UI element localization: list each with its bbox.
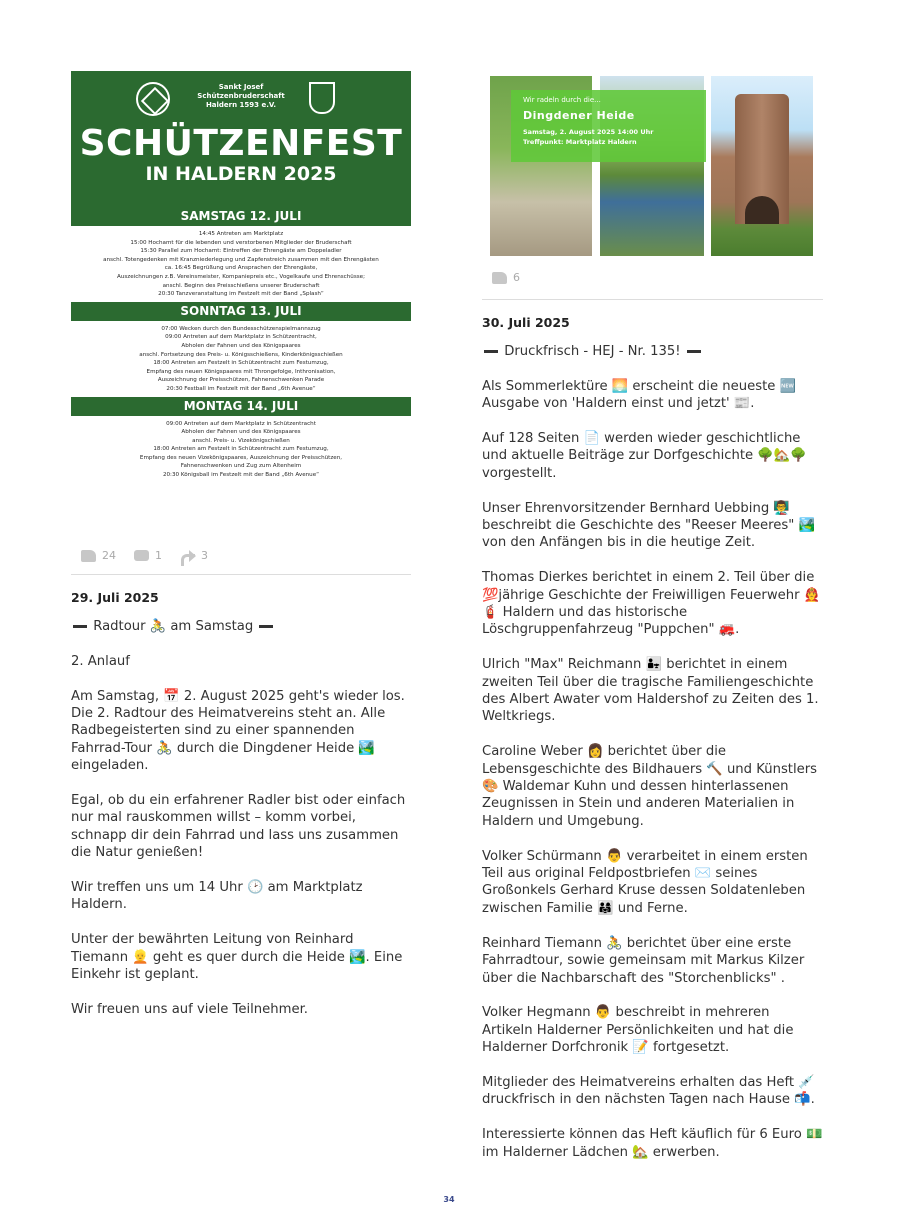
schedule-line: Auszeichnungen z.B. Vereinsmeister, Kompaniepreis etc., Vogelkaufe und Ehrenschüsse; [116, 273, 365, 280]
schedule-line: Empfang des neuen Königspaares mit Throngefolge, Inthronisation, [146, 368, 336, 375]
schedule-line: anschl. Beginn des Preisschießens unserer Bruderschaft [162, 282, 320, 289]
share-button[interactable] [180, 549, 208, 562]
poster-day-monday: MONTAG 14. JULI [71, 397, 411, 416]
thumbs-up-icon [81, 550, 96, 562]
post-reactions [482, 256, 823, 300]
schedule-line: 20:30 Tanzveranstaltung im Festzelt mit der Band „Splash“ [158, 291, 324, 298]
post-paragraph: Unser Ehrenvorsitzender Bernhard Uebbing 👨‍🏫 beschreibt die Geschichte des "Reeser Meeres" 🏞️ von den Anfängen bis in die heutige Zeit. [482, 500, 815, 551]
dash-icon [484, 350, 498, 353]
schedule-line: anschl. Preis- u. Vizekönigschießen [192, 437, 290, 444]
like-button[interactable] [81, 549, 116, 562]
schedule-line: 20:30 Königsball im Festzelt mit der Band „6th Avenue“ [162, 472, 320, 479]
poster-subtitle: IN HALDERN 2025 [145, 163, 337, 185]
schedule-line: 18:00 Antreten am Festzelt in Schützentracht zum Festumzug, [153, 446, 329, 453]
poster-title: SCHÜTZENFEST [79, 123, 403, 164]
schedule-line: Auszeichnung der Preisschützen, Fahnenschwenken Parade [157, 377, 325, 384]
schedule-line: Abholen der Fahnen und des Königspaares [181, 429, 301, 436]
like-count: 6 [513, 271, 520, 284]
schedule-line: 18:00 Antreten am Festzelt in Schützentracht zum Festumzug, [153, 360, 329, 367]
like-count: 24 [102, 549, 116, 562]
thumbs-up-icon [492, 272, 507, 284]
post-paragraph: Volker Hegmann 👨 beschreibt in mehreren Artikeln Halderner Persönlichkeiten und hat die Halderner Dorfchronik 📝 fortgesetzt. [482, 1005, 794, 1056]
poster-organisation [181, 83, 301, 110]
overlay-kicker: Wir radeln durch die... [523, 96, 601, 104]
paragraph-text: Druckfrisch - HEJ - Nr. 135! [504, 344, 681, 359]
comment-button[interactable] [134, 549, 162, 562]
overlay-date-line: Samstag, 2. August 2025 14:00 Uhr [523, 128, 654, 136]
page-number: 34 [443, 1195, 455, 1204]
schedule-line: 09:00 Antreten auf dem Marktplatz in Schützentracht [166, 420, 316, 427]
post-paragraph: 2. Anlauf [71, 653, 130, 669]
poster-day-saturday: SAMSTAG 12. JULI [71, 207, 411, 226]
dash-icon [687, 350, 701, 353]
comment-icon [134, 550, 149, 561]
poster-schedule-sunday [71, 321, 411, 397]
post-paragraph: Wir treffen uns um 14 Uhr 🕑 am Marktplatz Haldern. [71, 880, 363, 913]
schedule-line: Empfang des neuen Vizekönigspaares, Auszeichnung der Preisschützen, [139, 454, 343, 461]
dash-icon [73, 625, 87, 628]
photo-overlay-banner [511, 90, 706, 162]
schedule-line: ca. 16:45 Begrüßung und Ansprachen der Ehrengäste, [164, 265, 318, 272]
share-icon [180, 549, 195, 562]
poster-schedule-monday [71, 416, 411, 483]
left-post [71, 71, 411, 1036]
brotherhood-emblem-icon [136, 82, 170, 116]
org-line: Sankt Josef [218, 83, 264, 91]
post-paragraph: Caroline Weber 👩 berichtet über die Lebensgeschichte des Bildhauers 🔨 und Künstlers 🎨 Waldemar Kuhn und dessen hinterlassenen Zeugnissen in Stein und anderen Materialien in Haldern und Umgebung. [482, 744, 818, 829]
post-date: 30. Juli 2025 [482, 315, 570, 330]
post-paragraph: Wir freuen uns auf viele Teilnehmer. [71, 1001, 308, 1017]
post-paragraph: Reinhard Tiemann 🚴 berichtet über eine erste Fahrradtour, sowie gemeinsam mit Markus Kilzer über die Nachbarschaft des "Storchenblicks" . [482, 935, 805, 986]
org-line: Haldern 1593 e.V. [205, 101, 277, 109]
post-reactions [71, 537, 411, 575]
right-post [482, 76, 823, 1178]
post-paragraph: Thomas Dierkes berichtet in einem 2. Teil über die 💯jährige Geschichte der Freiwilligen Feuerwehr 👨‍🚒 🧯 Haldern und das historische Löschgruppenfahrzeug "Puppchen" 🚒. [482, 570, 821, 638]
overlay-meeting-point: Treffpunkt: Marktplatz Haldern [523, 138, 637, 146]
post-paragraph: Am Samstag, 📅 2. August 2025 geht's wieder los. Die 2. Radtour des Heimatvereins steht an. Alle Radbegeisterten sind zu einer spannenden Fahrrad-Tour 🚴 durch die Dingdener Heide 🏞️ eingeladen. [71, 688, 405, 774]
schedule-line: 09:00 Antreten auf dem Marktplatz in Schützentracht, [165, 334, 317, 341]
post-paragraph [71, 618, 411, 635]
post-paragraph: Als Sommerlektüre 🌅 erscheint die neueste 🆕 Ausgabe von 'Haldern einst und jetzt' 📰. [482, 378, 796, 412]
poster-day-sunday: SONNTAG 13. JULI [71, 302, 411, 321]
post-paragraph: Interessierte können das Heft käuflich für 6 Euro 💵 im Halderner Lädchen 🏡 erwerben. [482, 1127, 823, 1160]
schedule-line: Fahnenschwenken und Zug zum Altenheim [180, 463, 302, 470]
schedule-line: Abholen der Fahnen und des Königspaares [181, 342, 301, 349]
post-text [71, 618, 411, 1018]
post-paragraph: Ulrich "Max" Reichmann 👨‍👧 berichtet in einem zweiten Teil über die tragische Familiengeschichte des Albert Awater vom Haldershof zu Zeiten des 1. Weltkriegs. [482, 657, 819, 725]
schedule-line: 20:30 Festball im Festzelt mit der Band „6th Avenue“ [166, 385, 316, 392]
schedule-line: 14:45 Antreten am Marktplatz [198, 231, 284, 237]
org-line: Schützenbruderschaft [197, 92, 285, 100]
tower-photo [711, 76, 813, 256]
post-text [482, 343, 823, 1161]
schedule-line: 15:30 Parallel zum Hochamt: Eintreffen der Ehrengäste am Doppeladler [140, 248, 342, 255]
schedule-line: 07:00 Wecken durch den Bundesschützenspielmannszug [161, 325, 321, 332]
dash-icon [259, 625, 273, 628]
share-count: 3 [201, 549, 208, 562]
post-paragraph: Egal, ob du ein erfahrener Radler bist oder einfach nur mal rauskommen willst – komm vorbei, schnapp dir dein Fahrrad und lass uns zusammen die Natur genießen! [71, 793, 406, 861]
post-paragraph: Mitglieder des Heimatvereins erhalten das Heft 💉 druckfrisch in den nächsten Tagen nach Hause 📬. [482, 1074, 815, 1108]
schuetzenfest-poster[interactable] [71, 71, 411, 537]
schedule-line: anschl. Fortsetzung des Preis- u. Königsschießens, Kinderkönigsschießen [139, 351, 343, 358]
coat-of-arms-icon [309, 82, 335, 114]
post-date: 29. Juli 2025 [71, 590, 159, 605]
comment-count: 1 [155, 549, 162, 562]
tower-arch [745, 196, 779, 224]
schedule-line: anschl. Totengedenken mit Kranzniederlegung und Zapfenstreich zusammen mit den Ehrengästen [103, 256, 379, 263]
post-paragraph: Auf 128 Seiten 📄 werden wieder geschichtliche und aktuelle Beiträge zur Dorfgeschichte 🌳🏡🌳 vorgestellt. [482, 431, 807, 481]
overlay-title: Dingdener Heide [523, 109, 635, 122]
post-paragraph: Unter der bewährten Leitung von Reinhard Tiemann 👱 geht es quer durch die Heide 🏞️. Eine Einkehr ist geplant. [71, 932, 403, 983]
schedule-line: 15:00 Hochamt für die lebenden und verstorbenen Mitglieder der Bruderschaft [130, 239, 352, 246]
post-paragraph [482, 343, 823, 360]
poster-header [71, 71, 411, 207]
like-button[interactable] [492, 271, 520, 284]
radtour-photo-collage[interactable] [482, 76, 822, 256]
post-paragraph: Volker Schürmann 👨 verarbeitet in einem ersten Teil aus original Feldpostbriefen ✉️ seines Großonkels Gerhard Kruse dessen Soldatenleben zwischen Familie 👨‍👩‍👧 und Ferne. [482, 848, 808, 916]
paragraph-text: Radtour 🚴 am Samstag [93, 619, 254, 634]
poster-schedule-saturday [71, 226, 411, 302]
